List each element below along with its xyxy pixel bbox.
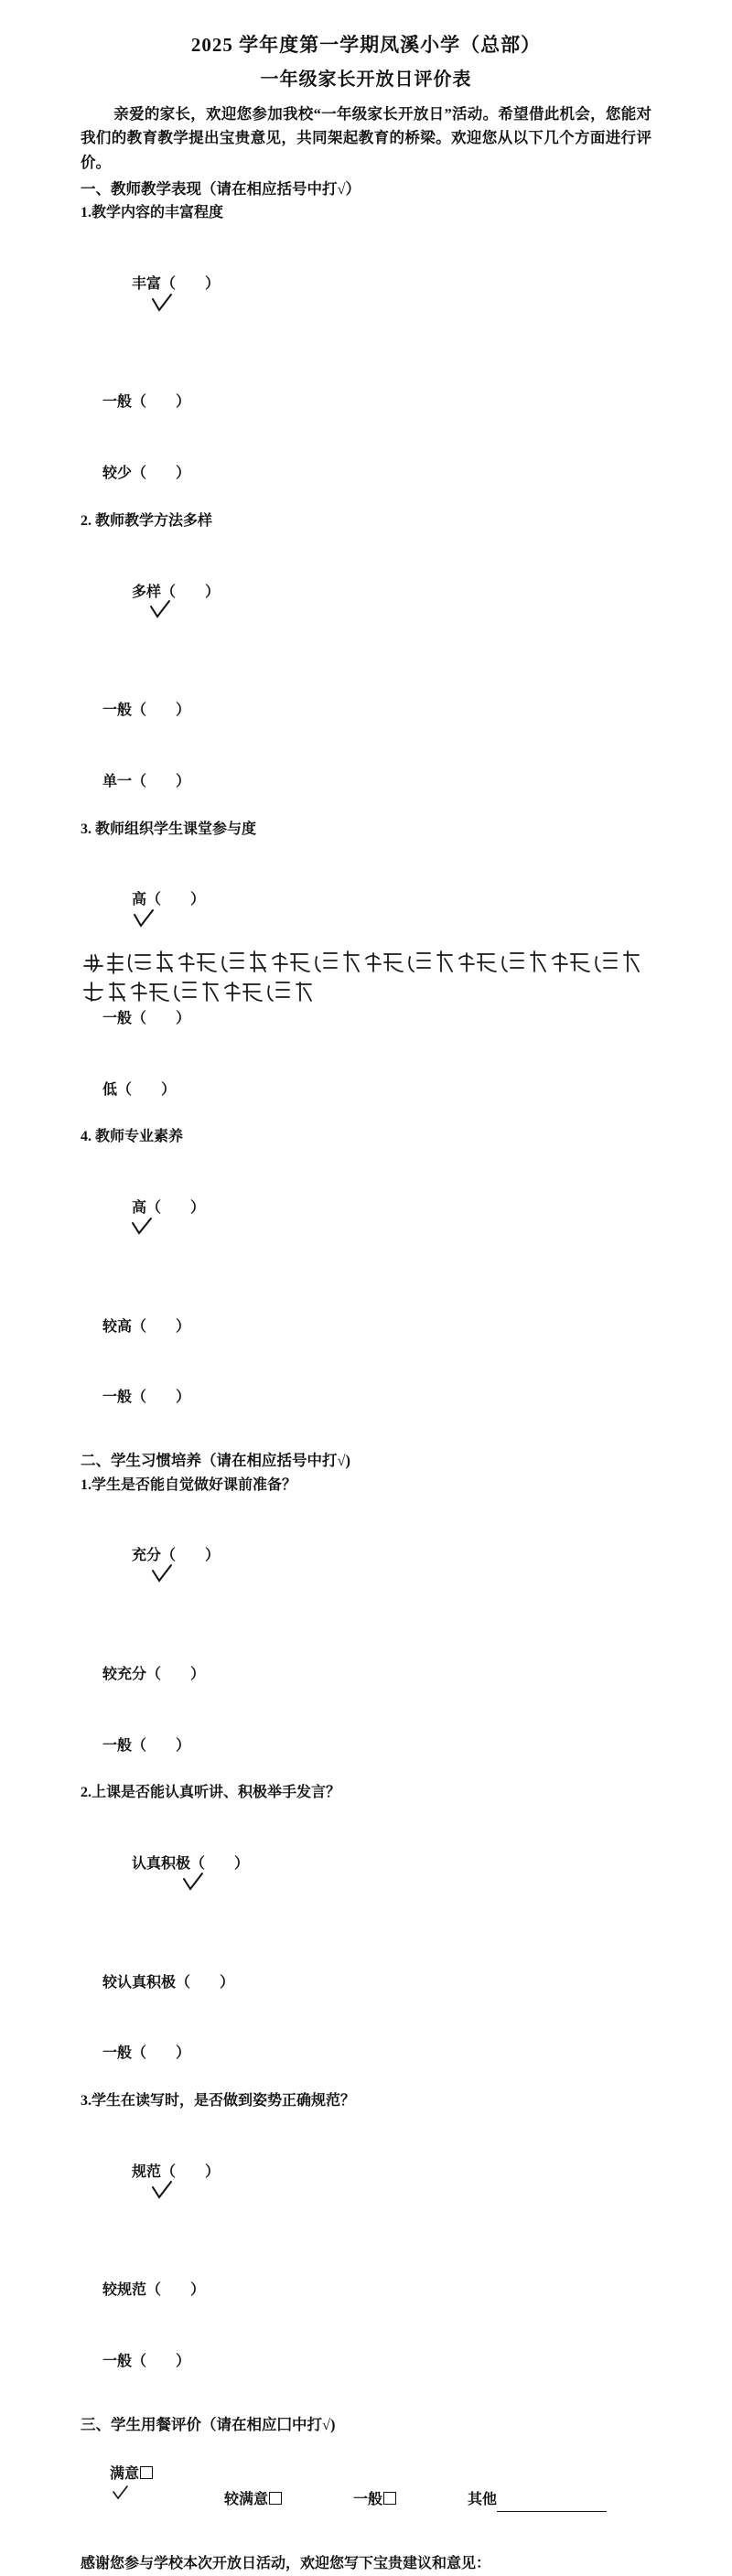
option-label: 一般 (102, 2354, 133, 2370)
option-row[interactable] (81, 1497, 651, 1638)
option-row[interactable] (81, 1805, 651, 1947)
checkbox[interactable] (140, 2466, 153, 2479)
option-label: 一般 (102, 703, 133, 719)
option-label: 一般 (102, 394, 133, 411)
option-label: 较充分 (102, 1666, 147, 1682)
option-row[interactable] (81, 2018, 651, 2089)
option-label: 丰富 (132, 275, 162, 292)
option-label: 较规范 (102, 2282, 147, 2299)
option-row[interactable] (81, 1149, 651, 1291)
option-bracket: （ ） (132, 1010, 191, 1026)
option-label: 一般 (102, 1737, 133, 1754)
checkbox[interactable] (383, 2492, 396, 2505)
question-2-1: 1.学生是否能自觉做好课前准备？ (81, 1476, 297, 1493)
option-bracket: （ ） (132, 1390, 191, 1406)
option-bracket: （ ） (132, 2045, 191, 2062)
option-row[interactable] (81, 746, 651, 818)
option-row[interactable] (81, 438, 651, 510)
page-title-line1: 2025 学年度第一学期凤溪小学（总部） (190, 34, 542, 56)
option-bracket: （ ） (161, 584, 221, 600)
option-row[interactable] (81, 1948, 651, 2019)
option-bracket: （ ） (176, 1974, 235, 1991)
option-row[interactable] (81, 1055, 651, 1126)
option-bracket: （ ） (132, 1318, 191, 1335)
option-label: 单一 (102, 773, 133, 789)
other-label: 其他 (468, 2491, 498, 2507)
option-row[interactable] (81, 1639, 651, 1711)
question-1-1: 1.教学内容的丰富程度 (81, 205, 224, 221)
option-row[interactable] (81, 1711, 651, 1782)
question-2-3: 3.学生在读写时，是否做到姿势正确规范？ (81, 2093, 356, 2109)
meal-option-label: 满意 (110, 2466, 140, 2483)
option-label: 一般 (102, 1010, 133, 1026)
option-row[interactable] (81, 225, 651, 367)
option-bracket: （ ） (190, 1856, 250, 1873)
option-bracket: （ ） (146, 1666, 206, 1682)
meal-option-label: 一般 (353, 2491, 383, 2507)
handwritten-comment-line-1 (81, 946, 651, 977)
option-bracket: （ ） (132, 1737, 191, 1754)
section-heading-meal: 三、学生用餐评价（请在相应囗中打√) (81, 2415, 336, 2433)
option-bracket: （ ） (132, 394, 191, 411)
meal-option-row[interactable] (81, 2437, 651, 2537)
check-mark-icon (112, 2435, 148, 2551)
check-mark-icon (150, 2133, 187, 2249)
option-bracket: （ ） (132, 2354, 191, 2370)
option-label: 较高 (102, 1318, 133, 1335)
handwritten-comment-line-2 (81, 977, 651, 1008)
option-row[interactable] (81, 2326, 651, 2398)
option-bracket: （ ） (132, 773, 191, 789)
option-label: 低 (102, 1081, 118, 1098)
meal-option-label: 较满意 (224, 2491, 269, 2507)
thanks-note: 感谢您参与学校本次开放日活动，欢迎您写下宝贵建议和意见： (81, 2556, 491, 2572)
question-1-3: 3. 教师组织学生课堂参与度 (81, 821, 257, 837)
option-row[interactable] (81, 367, 651, 438)
option-label: 规范 (132, 2163, 162, 2180)
option-label: 高 (132, 892, 147, 908)
option-label: 一般 (102, 2045, 133, 2062)
option-label: 较认真积极 (102, 1974, 177, 1991)
option-row[interactable] (81, 2255, 651, 2326)
option-bracket: （ ） (146, 1200, 206, 1217)
check-mark-icon (150, 1517, 187, 1632)
option-label: 较少 (102, 466, 133, 482)
form-content (81, 31, 651, 2576)
page-title-line2: 一年级家长开放日评价表 (260, 69, 472, 90)
option-label: 充分 (132, 1548, 162, 1564)
option-bracket: （ ） (161, 1548, 221, 1564)
option-row[interactable] (81, 2113, 651, 2255)
meal-option-satisfied[interactable] (81, 2437, 153, 2537)
option-label: 高 (132, 1200, 147, 1217)
option-bracket: （ ） (132, 466, 191, 482)
meal-option-average[interactable] (324, 2462, 396, 2537)
option-row[interactable] (81, 675, 651, 746)
intro-text: 亲爱的家长，欢迎您参加我校“一年级家长开放日”活动。希望借此机会，您能对我们的教育教学提出宝贵意见，共同架起教育的桥梁。欢迎您从以下几个方面进行评价。 (81, 104, 651, 171)
check-mark-icon (150, 246, 187, 361)
meal-option-other[interactable] (438, 2462, 607, 2537)
checkbox[interactable] (269, 2492, 282, 2505)
question-1-2: 2. 教师教学方法多样 (81, 512, 213, 529)
check-mark-icon (181, 1825, 218, 1940)
option-label: 多样 (132, 584, 162, 600)
option-bracket: （ ） (161, 275, 221, 292)
option-row[interactable] (81, 533, 651, 675)
check-mark-icon (130, 1170, 167, 1285)
option-row[interactable] (81, 1362, 651, 1433)
check-mark-icon (148, 553, 185, 669)
option-label: 认真积极 (132, 1856, 191, 1873)
option-bracket: （ ） (146, 2282, 206, 2299)
other-input-line[interactable] (497, 2496, 607, 2512)
meal-option-fairly-satisfied[interactable] (195, 2462, 282, 2537)
section-heading-teaching: 一、教师教学表现（请在相应括号中打√） (81, 179, 361, 198)
option-bracket: （ ） (117, 1081, 177, 1098)
option-bracket: （ ） (161, 2163, 221, 2180)
question-1-4: 4. 教师专业素养 (81, 1129, 184, 1145)
option-label: 一般 (102, 1390, 133, 1406)
intro-paragraph (81, 102, 651, 176)
option-row[interactable] (81, 1292, 651, 1363)
question-2-2: 2.上课是否能认真听讲、积极举手发言？ (81, 1785, 341, 1801)
section-heading-habits: 二、学生习惯培养（请在相应括号中打√) (81, 1452, 351, 1470)
option-bracket: （ ） (132, 703, 191, 719)
option-bracket: （ ） (146, 892, 206, 908)
